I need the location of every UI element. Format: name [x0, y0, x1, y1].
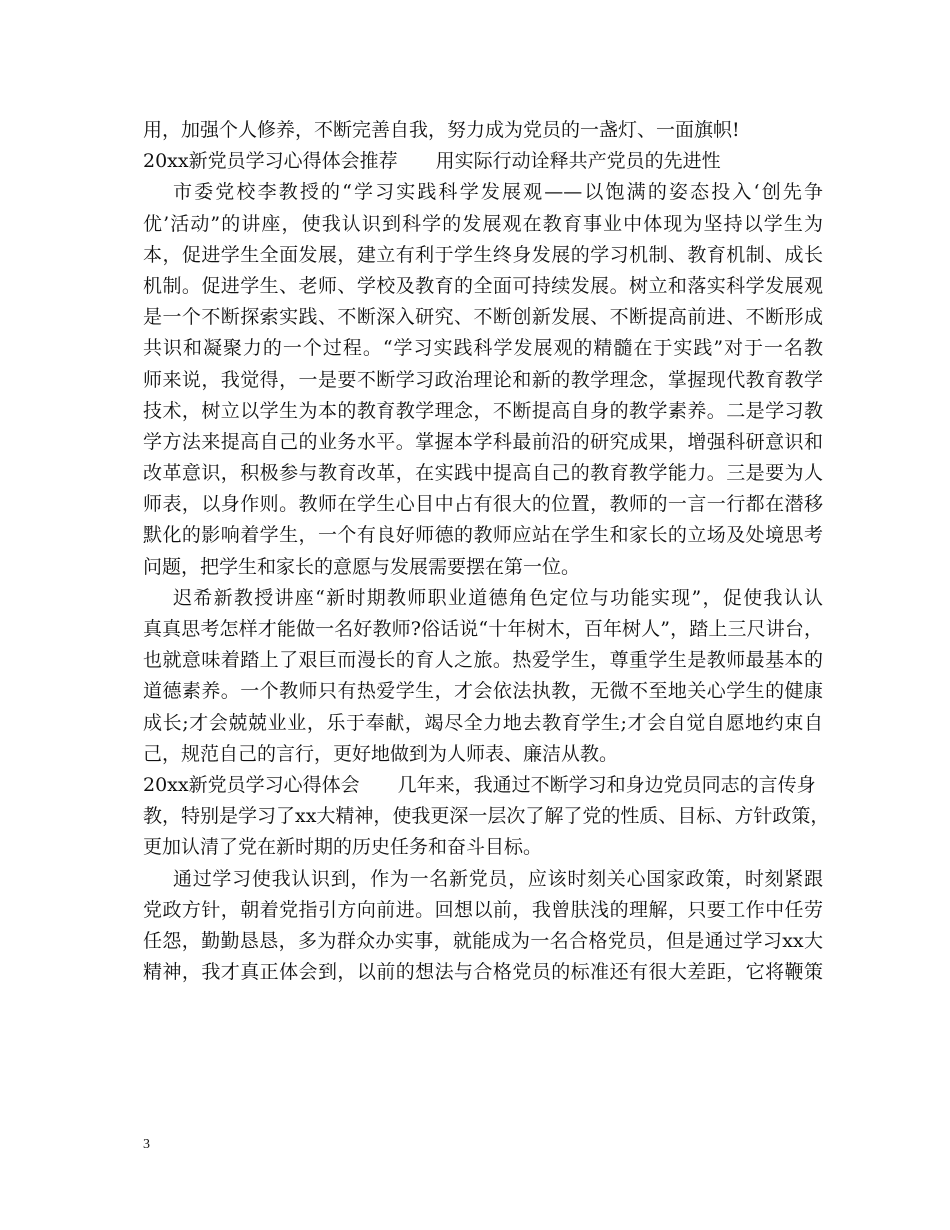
paragraph-line: 优’活动”的讲座，使我认识到科学的发展观在教育事业中体现为坚持以学生为	[143, 212, 823, 235]
paragraph-line: 精神，我才真正体会到，以前的想法与合格党员的标准还有很大差距，它将鞭策	[143, 961, 823, 984]
paragraph-line: 更加认清了党在新时期的历史任务和奋斗目标。	[143, 836, 543, 859]
paragraph-line: 迟希新教授讲座“新时期教师职业道德角色定位与功能实现”，促使我认认	[173, 586, 823, 609]
section-heading: 20xx新党员学习心得体会	[143, 773, 360, 796]
section-heading: 20xx新党员学习心得体会推荐	[143, 150, 398, 173]
paragraph-line: 市委党校李教授的“学习实践科学发展观——以饱满的姿态投入‘创先争	[173, 181, 823, 204]
paragraph-line: 教，特别是学习了xx大精神，使我更深一层次了解了党的性质、目标、方针政策，	[143, 805, 830, 828]
paragraph-line: 真真思考怎样才能做一名好教师?俗话说“十年树木，百年树人”，踏上三尺讲台，	[143, 618, 823, 640]
paragraph-line: 师表，以身作则。教师在学生心目中占有很大的位置，教师的一言一行都在潜移	[143, 493, 823, 516]
section-heading-line	[143, 146, 823, 177]
section-lead: 用实际行动诠释共产党员的先进性	[435, 150, 721, 173]
paragraph-line: 学方法来提高自己的业务水平。掌握本学科最前沿的研究成果，增强科研意识和	[143, 430, 823, 453]
paragraph-line: 也就意味着踏上了艰巨而漫长的育人之旅。热爱学生，尊重学生是教师最基本的	[143, 649, 823, 672]
paragraph-line: 技术，树立以学生为本的教育教学理念，不断提高自身的教学素养。二是学习教	[143, 399, 823, 422]
paragraph-line: 成长;才会兢兢业业，乐于奉献，竭尽全力地去教育学生;才会自觉自愿地约束自	[143, 711, 823, 734]
section-lead: 几年来，我通过不断学习和身边党员同志的言传身	[397, 773, 816, 796]
paragraph-line: 默化的影响着学生，一个有良好师德的教师应站在学生和家长的立场及处境思考	[143, 524, 823, 547]
page-number: 3	[143, 1137, 150, 1152]
document-body	[143, 115, 830, 988]
paragraph-line: 道德素养。一个教师只有热爱学生，才会依法执教，无微不至地关心学生的健康	[143, 680, 823, 703]
paragraph-line: 通过学习使我认识到，作为一名新党员，应该时刻关心国家政策，时刻紧跟	[173, 867, 823, 890]
section-heading-line	[143, 770, 823, 801]
paragraph-line: 本，促进学生全面发展，建立有利于学生终身发展的学习机制、教育机制、成长	[143, 243, 823, 266]
paragraph-line: 问题，把学生和家长的意愿与发展需要摆在第一位。	[143, 555, 581, 578]
paragraph-line: 改革意识，积极参与教育改革，在实践中提高自己的教育教学能力。三是要为人	[143, 462, 823, 485]
paragraph-line: 师来说，我觉得，一是要不断学习政治理论和新的教学理念，掌握现代教育教学	[143, 368, 823, 391]
paragraph-line: 党政方针，朝着党指引方向前进。回想以前，我曾肤浅的理解，只要工作中任劳	[143, 898, 823, 921]
paragraph-line: 己，规范自己的言行，更好地做到为人师表、廉洁从教。	[143, 742, 619, 765]
paragraph-line: 共识和凝聚力的一个过程。“学习实践科学发展观的精髓在于实践”对于一名教	[143, 337, 823, 360]
paragraph-line: 机制。促进学生、老师、学校及教育的全面可持续发展。树立和落实科学发展观	[143, 274, 823, 297]
paragraph-line: 用，加强个人修养，不断完善自我，努力成为党员的一盏灯、一面旗帜!	[143, 119, 740, 141]
paragraph-line: 是一个不断探索实践、不断深入研究、不断创新发展、不断提高前进、不断形成	[143, 306, 823, 329]
paragraph-line: 任怨，勤勤恳恳，多为群众办实事，就能成为一名合格党员，但是通过学习xx大	[143, 929, 823, 952]
